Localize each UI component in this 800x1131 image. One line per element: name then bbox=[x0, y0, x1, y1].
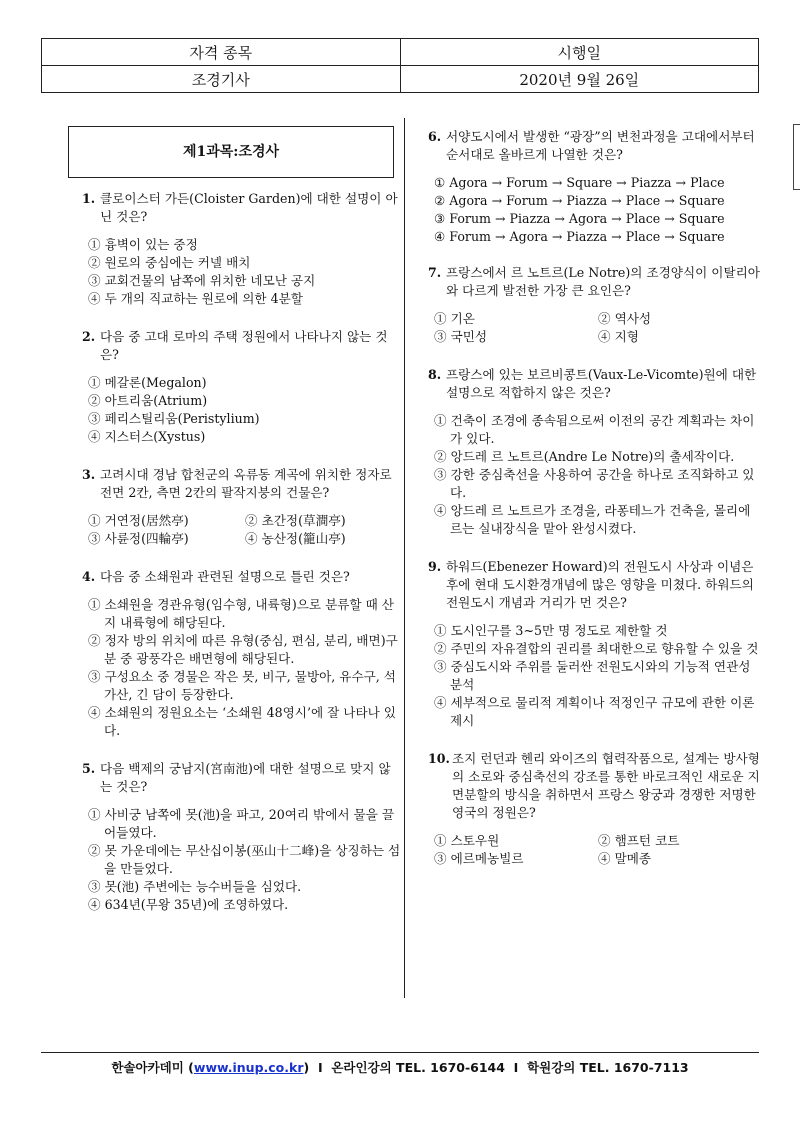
exam-date-header: 시행일 bbox=[400, 39, 759, 66]
option: ① 기온 bbox=[434, 311, 475, 326]
option: ④ 앙드레 르 노트르가 조경을, 라퐁테느가 건축을, 몰리에르는 실내장식을 맡아 완성시켰다. bbox=[434, 503, 751, 536]
option: ② 앙드레 르 노트르(Andre Le Notre)의 출세작이다. bbox=[434, 449, 735, 464]
footer-separator: I bbox=[513, 1060, 519, 1075]
option: ④ 농산정(籠山亭) bbox=[245, 531, 346, 546]
question-number: 5. bbox=[82, 761, 96, 776]
academy-link[interactable]: www.inup.co.kr bbox=[193, 1060, 304, 1075]
question-stem bbox=[82, 328, 402, 364]
option: ① 사비궁 남쪽에 못(池)을 파고, 20여리 밖에서 물을 끌어들였다. bbox=[88, 807, 395, 840]
question-number: 10. bbox=[428, 751, 450, 766]
option: ② 아트리움(Atrium) bbox=[88, 393, 208, 408]
footer-separator: I bbox=[317, 1060, 323, 1075]
subject-title: 제1과목:조경사 bbox=[68, 126, 394, 178]
question-text: 서양도시에서 발생한 “광장”의 변천과정을 고대에서부터 순서대로 올바르게 나열한 것은? bbox=[446, 129, 755, 162]
question-stem bbox=[428, 128, 762, 164]
option: ③ 페리스틸리움(Peristylium) bbox=[88, 411, 260, 426]
option: ④ 소쇄원의 정원요소는 ‘소쇄원 48영시’에 잘 나타나 있다. bbox=[88, 705, 396, 738]
question bbox=[428, 264, 762, 346]
option: ③ Forum → Piazza → Agora → Place → Square bbox=[434, 211, 725, 226]
question bbox=[428, 558, 762, 730]
question-text: 다음 중 소쇄원과 관련된 설명으로 틀린 것은? bbox=[100, 569, 350, 584]
question-text: 프랑스에 있는 보르비콩트(Vaux-Le-Vicomte)원에 대한 설명으로 적합하지 않은 것은? bbox=[446, 367, 757, 400]
options-list bbox=[428, 412, 762, 538]
question-stem bbox=[82, 568, 402, 586]
option: ② 주민의 자유결합의 권리를 최대한으로 향유할 수 있을 것 bbox=[434, 641, 759, 656]
question-stem bbox=[428, 750, 762, 822]
option: ③ 못(池) 주변에는 능수버들을 심었다. bbox=[88, 879, 302, 894]
option: ④ Forum → Agora → Piazza → Place → Square bbox=[434, 229, 725, 244]
question-number: 2. bbox=[82, 329, 96, 344]
exam-date-value: 2020년 9월 26일 bbox=[400, 66, 759, 93]
option: ④ 지스터스(Xystus) bbox=[88, 429, 206, 444]
options-list bbox=[428, 622, 762, 730]
question-stem bbox=[428, 264, 762, 300]
question-text: 고려시대 경남 합천군의 옥류동 계곡에 위치한 정자로 전면 2칸, 측면 2칸의 팔작지붕의 건물은? bbox=[100, 467, 392, 500]
options-grid bbox=[428, 310, 762, 346]
question-stem bbox=[82, 760, 402, 796]
option: ② 원로의 중심에는 커넬 배치 bbox=[88, 255, 251, 270]
footer: 한솔아카데미 (www.inup.co.kr) I 온라인강의 TEL. 1670-6144 I 학원강의 TEL. 1670-7113 bbox=[111, 1060, 689, 1075]
question-text: 다음 중 고대 로마의 주택 정원에서 나타나지 않는 것은? bbox=[100, 329, 388, 362]
question-number: 9. bbox=[428, 559, 442, 574]
options-list bbox=[428, 174, 762, 246]
exam-type-value: 조경기사 bbox=[42, 66, 401, 93]
options-list bbox=[82, 596, 402, 740]
question-text: 프랑스에서 르 노트르(Le Notre)의 조경양식이 이탈리아와 다르게 발전한 가장 큰 요인은? bbox=[446, 265, 760, 298]
option: ④ 말메종 bbox=[598, 851, 652, 866]
option: ③ 사륜정(四輪亭) bbox=[88, 531, 189, 546]
question-number: 3. bbox=[82, 467, 96, 482]
option: ① 거연정(居然亭) bbox=[88, 513, 189, 528]
option: ④ 세부적으로 물리적 계획이나 적정인구 규모에 관한 이론 제시 bbox=[434, 695, 755, 728]
option: ① 소쇄원을 경관유형(임수형, 내륙형)으로 분류할 때 산지 내륙형에 해당된다. bbox=[88, 597, 394, 630]
option: ④ 지형 bbox=[598, 329, 639, 344]
option: ③ 에르메농빌르 bbox=[434, 851, 524, 866]
option: ③ 교회건물의 남쪽에 위치한 네모난 공지 bbox=[88, 273, 316, 288]
right-column bbox=[428, 128, 762, 868]
column-divider bbox=[404, 118, 405, 998]
option: ① 스토우원 bbox=[434, 833, 500, 848]
option: ② 초간정(草澗亭) bbox=[245, 513, 346, 528]
page-edge-tab bbox=[793, 124, 800, 190]
option: ③ 구성요소 중 경물은 작은 못, 비구, 물방아, 유수구, 석가산, 긴 담이 등장한다. bbox=[88, 669, 396, 702]
question-number: 6. bbox=[428, 129, 442, 144]
question bbox=[428, 750, 762, 868]
online-phone: 온라인강의 TEL. 1670-6144 bbox=[331, 1060, 505, 1075]
option: ② 못 가운데에는 무산십이봉(巫山十二峰)을 상징하는 섬을 만들었다. bbox=[88, 843, 401, 876]
question-number: 4. bbox=[82, 569, 96, 584]
academy-name: 한솔아카데미 bbox=[111, 1060, 184, 1075]
question bbox=[82, 568, 402, 740]
question-stem bbox=[428, 366, 762, 402]
question-number: 1. bbox=[82, 191, 96, 206]
option: ② 정자 방의 위치에 따른 유형(중심, 편심, 분리, 배면)구분 중 광풍각은 배면형에 해당된다. bbox=[88, 633, 398, 666]
question-stem bbox=[82, 466, 402, 502]
exam-type-header: 자격 종목 bbox=[42, 39, 401, 66]
question bbox=[82, 190, 402, 308]
options-list bbox=[82, 806, 402, 914]
footer-divider bbox=[41, 1052, 759, 1053]
question bbox=[428, 366, 762, 538]
question bbox=[82, 466, 402, 548]
options-grid bbox=[428, 832, 762, 868]
question bbox=[82, 760, 402, 914]
option: ② Agora → Forum → Piazza → Place → Square bbox=[434, 193, 725, 208]
option: ① Agora → Forum → Square → Piazza → Place bbox=[434, 175, 725, 190]
question bbox=[428, 128, 762, 246]
option: ① 도시인구를 3~5만 명 정도로 제한할 것 bbox=[434, 623, 668, 638]
question-stem bbox=[428, 558, 762, 612]
options-grid bbox=[82, 512, 402, 548]
option: ③ 국민성 bbox=[434, 329, 488, 344]
option: ① 건축이 조경에 종속됨으로써 이전의 공간 계획과는 차이가 있다. bbox=[434, 413, 755, 446]
question-stem bbox=[82, 190, 402, 226]
option: ③ 중심도시와 주위를 둘러싼 전원도시와의 기능적 연관성 분석 bbox=[434, 659, 751, 692]
question-number: 7. bbox=[428, 265, 442, 280]
question-text: 다음 백제의 궁남지(宮南池)에 대한 설명으로 맞지 않는 것은? bbox=[100, 761, 391, 794]
exam-info-table bbox=[41, 38, 759, 93]
option: ② 역사성 bbox=[598, 311, 652, 326]
option: ② 햄프턴 코트 bbox=[598, 833, 680, 848]
option: ① 메갈론(Megalon) bbox=[88, 375, 207, 390]
option: ① 흉벽이 있는 중정 bbox=[88, 237, 198, 252]
question-text: 하워드(Ebenezer Howard)의 전원도시 사상과 이념은 후에 현대 도시환경개념에 많은 영향을 미쳤다. 하워드의 전원도시 개념과 거리가 먼 것은? bbox=[446, 559, 754, 610]
question-text: 조지 런던과 헨리 와이즈의 협력작품으로, 설계는 방사형의 소로와 중심축선의 강조를 통한 바로크적인 새로운 지면분할의 방식을 취하면서 프랑스 왕궁과 경쟁한 저명한 영국의 정원은? bbox=[452, 751, 760, 820]
question-number: 8. bbox=[428, 367, 442, 382]
options-list bbox=[82, 374, 402, 446]
option: ④ 두 개의 직교하는 원로에 의한 4분할 bbox=[88, 291, 303, 306]
question-text: 클로이스터 가든(Cloister Garden)에 대한 설명이 아닌 것은? bbox=[100, 191, 398, 224]
question bbox=[82, 328, 402, 446]
option: ④ 634년(무왕 35년)에 조영하였다. bbox=[88, 897, 289, 912]
options-list bbox=[82, 236, 402, 308]
offline-phone: 학원강의 TEL. 1670-7113 bbox=[527, 1060, 689, 1075]
option: ③ 강한 중심축선을 사용하여 공간을 하나로 조직화하고 있다. bbox=[434, 467, 755, 500]
left-column bbox=[82, 126, 402, 914]
